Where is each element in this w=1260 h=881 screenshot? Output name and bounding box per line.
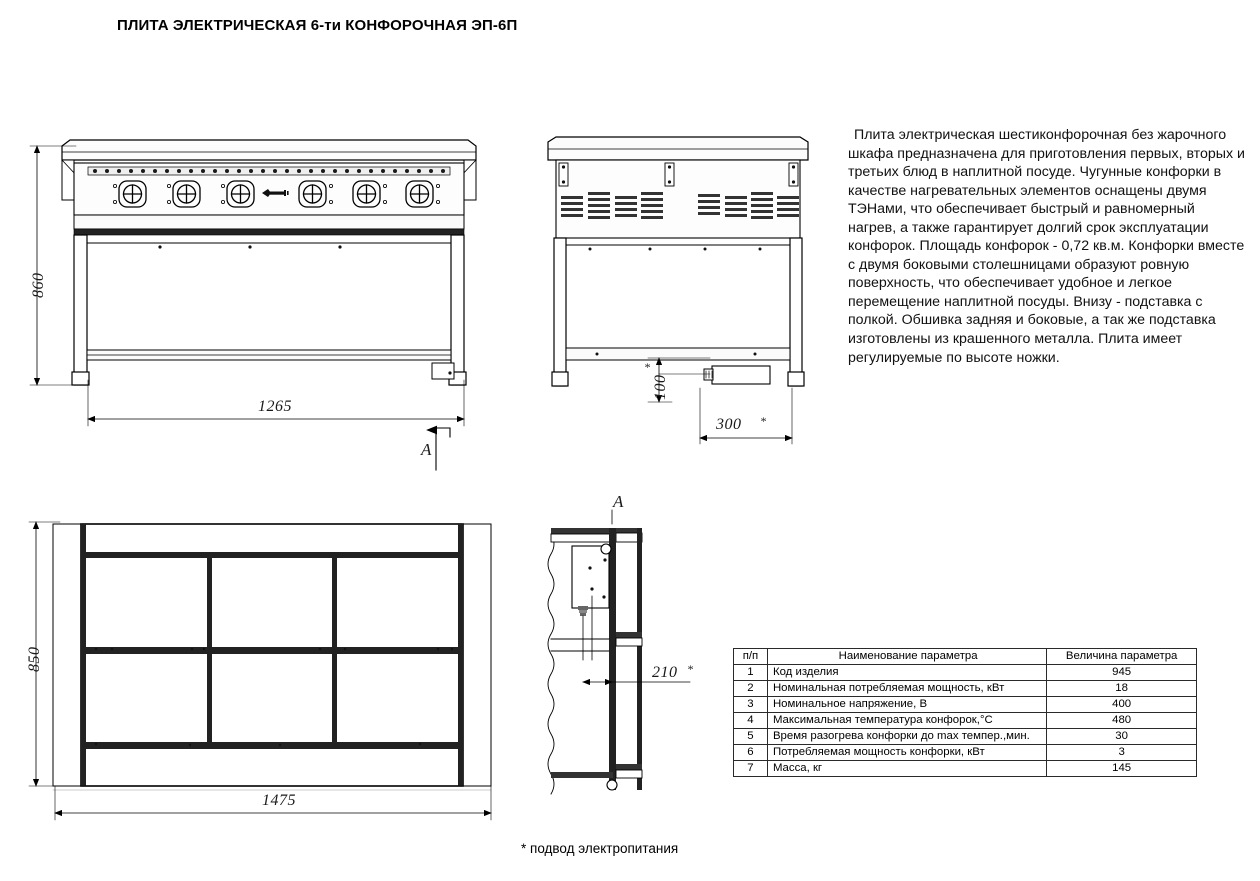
table-header-row xyxy=(734,649,1197,665)
dimension-section-depth-star: * xyxy=(687,662,694,676)
cell-index: 3 xyxy=(734,697,768,713)
dimension-top-width: 1475 xyxy=(262,792,296,809)
dimension-rear-offset: 100 xyxy=(652,374,669,400)
cell-index: 7 xyxy=(734,761,768,777)
cell-parameter-name: Масса, кг xyxy=(767,761,1046,777)
cell-index: 2 xyxy=(734,681,768,697)
cell-parameter-value: 18 xyxy=(1047,681,1197,697)
dimension-front-width: 1265 xyxy=(258,398,292,415)
table-row xyxy=(734,697,1197,713)
rear-view-group xyxy=(548,137,808,444)
dimension-front-height: 860 xyxy=(30,272,47,298)
cell-parameter-name: Номинальное напряжение, В xyxy=(767,697,1046,713)
ventilation-louvers xyxy=(561,192,799,219)
burner-knob xyxy=(113,181,146,207)
burner-knob xyxy=(299,181,333,207)
parameter-table xyxy=(733,648,1197,777)
table-row xyxy=(734,729,1197,745)
brand-logo-icon xyxy=(262,189,289,197)
product-description: Плита электрическая шестиконфорочная без жарочного шкафа предназначена для приготовления первых, вторых и третьих блюд в наплитной посуде. Чугунные конфорки в качестве нагревательных элементов оснащены двумя ТЭНами, что обеспечивает быстрый и равномерный нагрев, а также гарантирует долгий срок эксплуатации конфорок. Площадь конфорок - 0,72 кв.м. Конфорки вместе с двумя боковыми столешницами образуют ровную поверхность, что обеспечивает удобное и легкое перемещение наплитной посуды. Внизу - подставка с полкой. Обшивка задняя и боковые, а так же подставка изготовлены из крашенного металла. Плита имеет регулируемые по высоте ножки. xyxy=(848,127,1245,366)
dimension-rear-width: 300 xyxy=(716,416,742,433)
table-row xyxy=(734,713,1197,729)
cell-parameter-value: 945 xyxy=(1047,665,1197,681)
page-title: ПЛИТА ЭЛЕКТРИЧЕСКАЯ 6-ти КОНФОРОЧНАЯ ЭП-6П xyxy=(117,17,518,34)
cell-parameter-value: 30 xyxy=(1047,729,1197,745)
cell-index: 5 xyxy=(734,729,768,745)
table-row xyxy=(734,761,1197,777)
dimension-top-depth: 850 xyxy=(26,646,43,672)
section-a-group xyxy=(548,510,690,794)
burner-knob xyxy=(167,181,200,207)
cell-parameter-name: Потребляемая мощность конфорки, кВт xyxy=(767,745,1046,761)
header-value: Величина параметра xyxy=(1047,649,1197,665)
section-marker-detail: A xyxy=(613,492,624,511)
front-view-group xyxy=(29,137,808,820)
dimension-rear-offset-star: * xyxy=(644,360,651,374)
cell-parameter-name: Максимальная температура конфорок,°С xyxy=(767,713,1046,729)
parameter-table-body xyxy=(734,665,1197,777)
top-view-group xyxy=(29,522,491,820)
header-index: п/п xyxy=(734,649,768,665)
cell-parameter-value: 480 xyxy=(1047,713,1197,729)
section-marker-front: A xyxy=(421,440,432,459)
cell-index: 4 xyxy=(734,713,768,729)
table-row xyxy=(734,681,1197,697)
header-name: Наименование параметра xyxy=(767,649,1046,665)
dimension-rear-width-star: * xyxy=(760,414,767,428)
cell-parameter-value: 145 xyxy=(1047,761,1197,777)
table-row xyxy=(734,745,1197,761)
parameter-table-wrapper xyxy=(733,648,1197,777)
cell-parameter-name: Время разогрева конфорки до max темпер.,мин. xyxy=(767,729,1046,745)
cell-parameter-name: Номинальная потребляемая мощность, кВт xyxy=(767,681,1046,697)
table-row xyxy=(734,665,1197,681)
burner-knob xyxy=(406,181,440,207)
cell-index: 6 xyxy=(734,745,768,761)
cell-index: 1 xyxy=(734,665,768,681)
cell-parameter-value: 400 xyxy=(1047,697,1197,713)
burner-knob xyxy=(221,181,254,207)
dimension-section-depth: 210 xyxy=(652,664,678,681)
burner-knob xyxy=(353,181,387,207)
footnote-power-supply: * подвод электропитания xyxy=(521,841,679,856)
cell-parameter-name: Код изделия xyxy=(767,665,1046,681)
cell-parameter-value: 3 xyxy=(1047,745,1197,761)
